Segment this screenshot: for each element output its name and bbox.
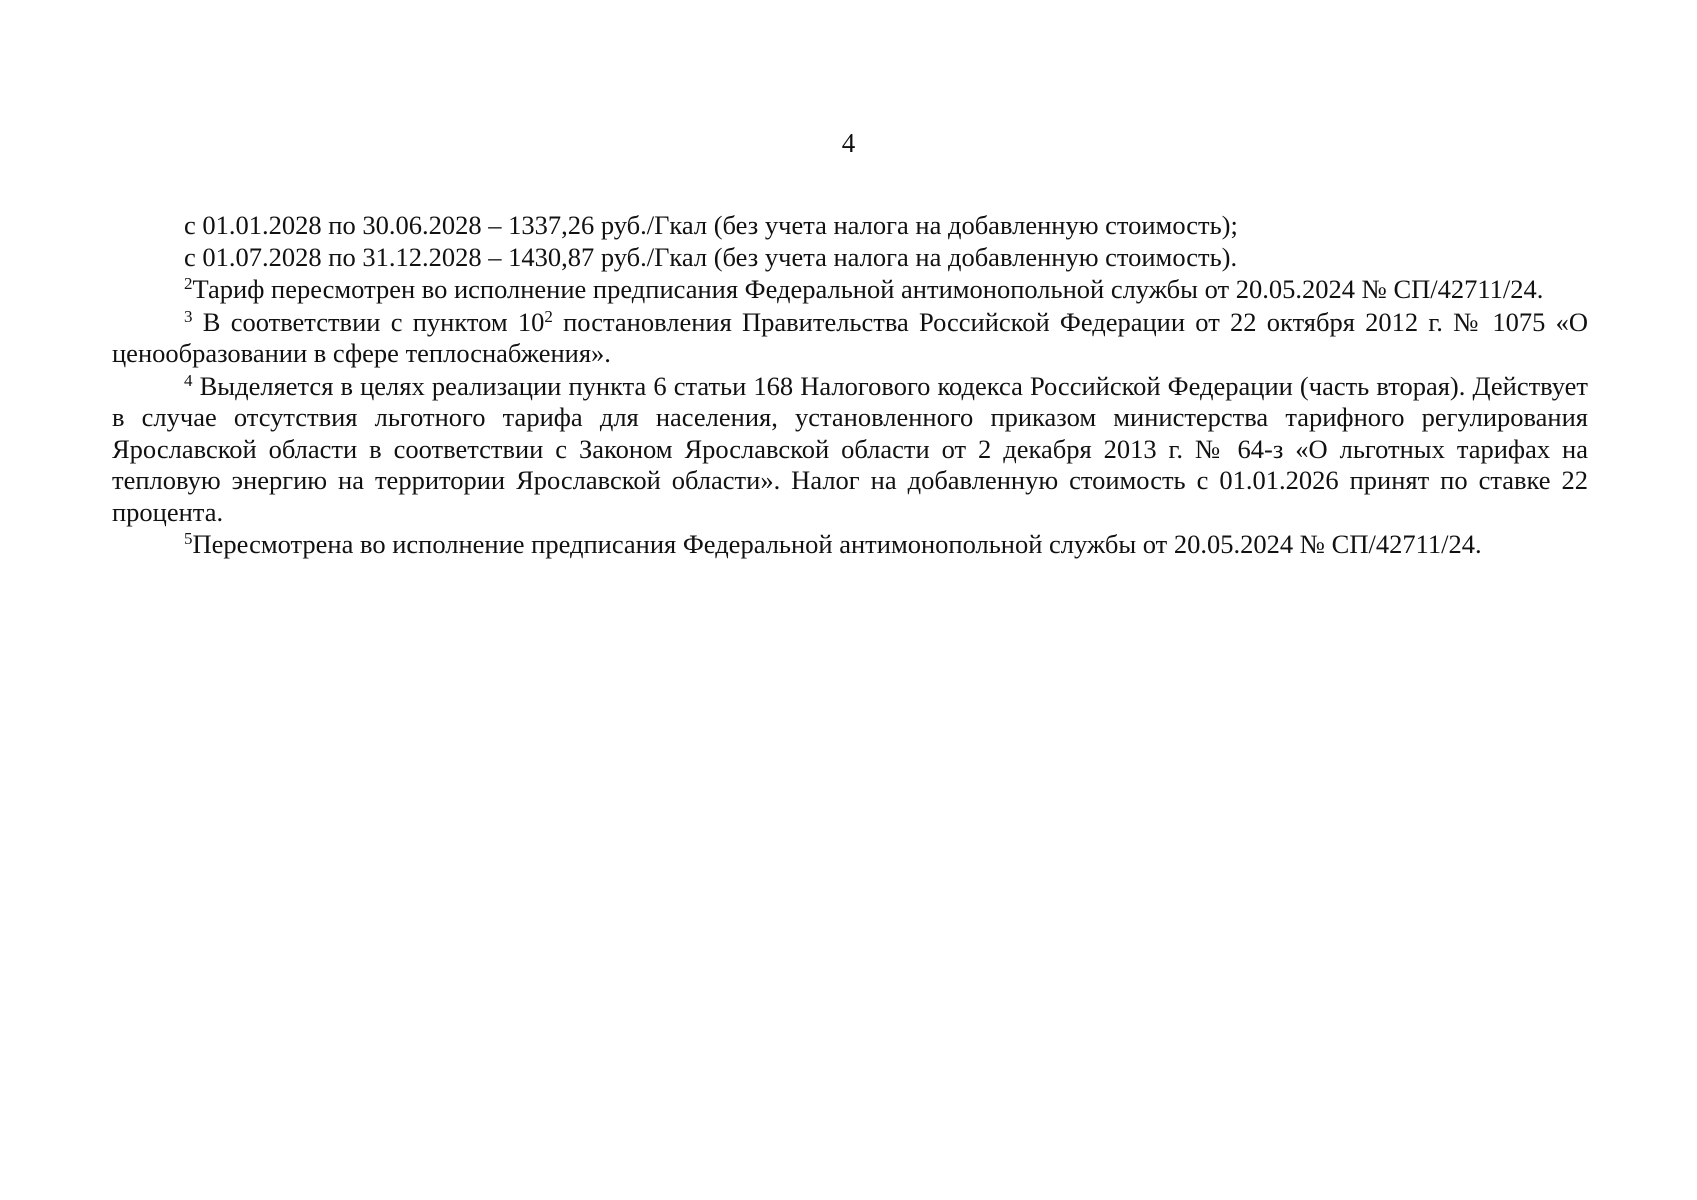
footnote-mark: 2 [184,274,193,293]
footnote-4 [112,371,1588,529]
footnote-2 [112,274,1588,306]
footnote-text: Выделяется в целях реализации пункта 6 статьи 168 Налогового кодекса Российской Федерации (часть вторая). Действует в случае отсутствия льготного тарифа для населения, установленного приказом министерства тарифного регулирования Ярославской области в соответствии с Законом Ярославской области от 2 декабря 2013 г. № 64-з «О льготных тарифах на тепловую энергию на территории Ярославской области». Налог на добавленную стоимость с 01.01.2026 принят по ставке 22 процента. [112,370,1589,527]
footnote-text: постановления Правительства Российской Федерации от 22 октября 2012 г. № 1075 «О ценообразовании в сфере теплоснабжения». [112,306,1589,368]
tariff-period-line: с 01.01.2028 по 30.06.2028 – 1337,26 руб./Гкал (без учета налога на добавленную стоимость); [184,210,1238,240]
footnote-text: Тариф пересмотрен во исполнение предписания Федеральной антимонопольной службы от 20.05.2024 № СП/42711/24. [192,274,1544,304]
page-number: 4 [841,128,856,158]
footnote-mark: 3 [184,306,193,326]
tariff-period-line: с 01.07.2028 по 31.12.2028 – 1430,87 руб./Гкал (без учета налога на добавленную стоимость). [184,241,1238,272]
document-body [112,210,1588,561]
footnote-text: Пересмотрена во исполнение предписания Федеральной антимонопольной службы от 20.05.2024 № СП/42711/24. [192,529,1482,559]
footnote-5 [112,529,1588,561]
footnote-mark: 4 [184,370,193,390]
footnote-3 [112,307,1588,370]
paragraph-superscript: 2 [544,306,553,326]
footnote-mark: 5 [184,529,193,548]
footnote-text: В соответствии с пунктом 10 [202,306,545,337]
